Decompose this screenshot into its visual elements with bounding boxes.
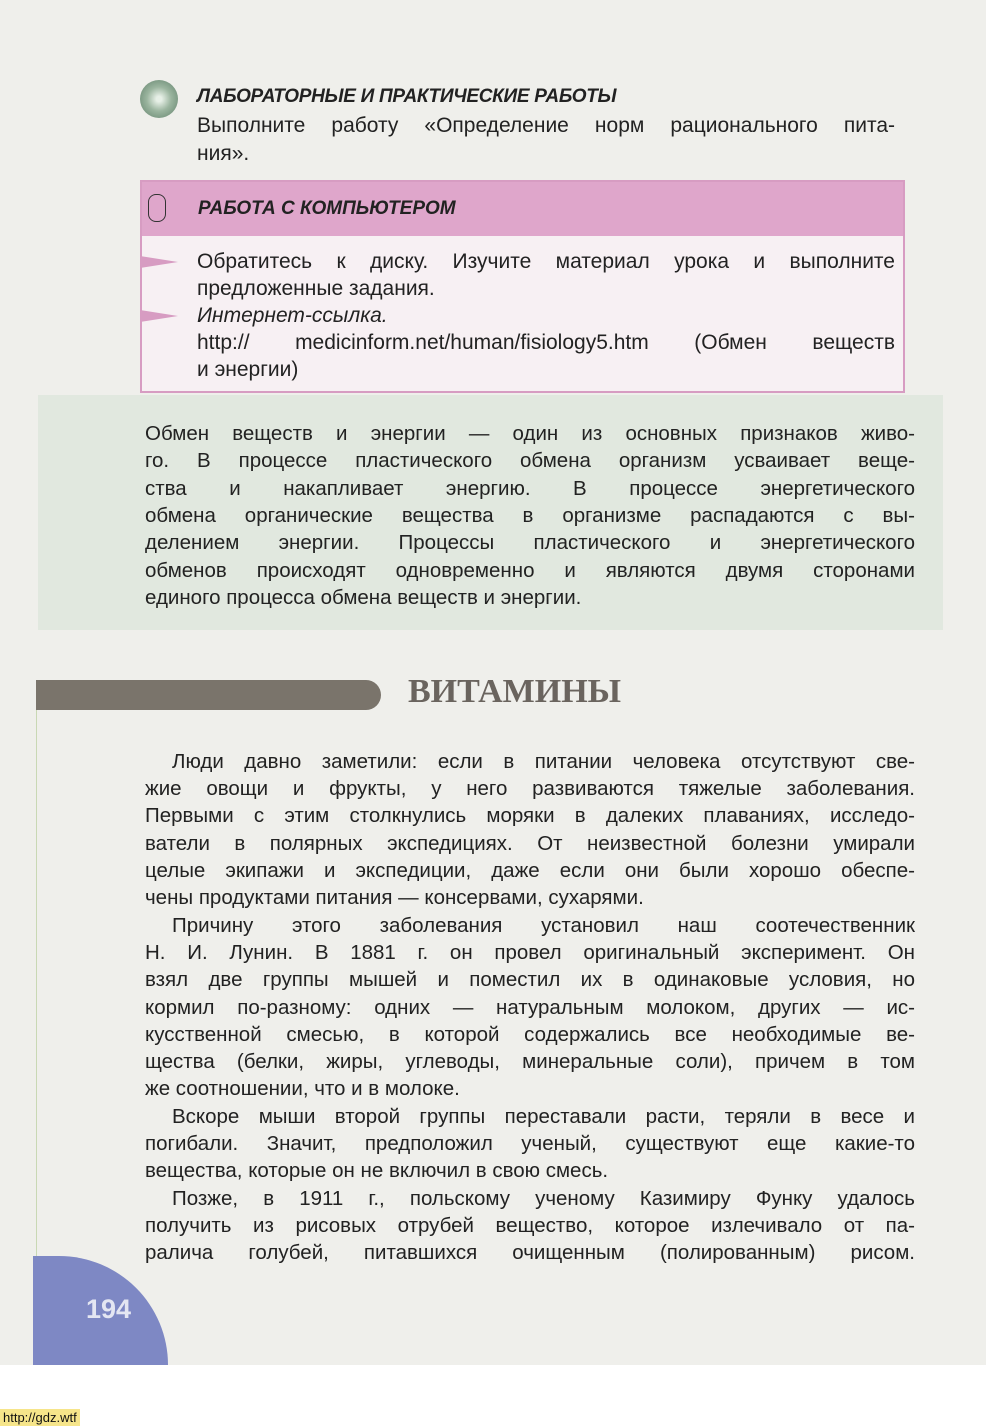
intro-line: обмена органические вещества в организме распадаются с вы- <box>145 504 915 527</box>
page-number: 194 <box>86 1294 132 1324</box>
intro-line: единого процесса обмена веществ и энергии. <box>145 586 582 609</box>
intro-line: Обмен веществ и энергии — один из основных признаков живо- <box>145 422 915 445</box>
computer-work-header <box>142 182 903 236</box>
body-line: кормил по-разному: одних — натуральным молоком, других — ис- <box>145 996 915 1019</box>
intro-line: обменов происходят одновременно и являются двумя сторонами <box>145 559 915 582</box>
body-line: Первыми с этим столкнулись моряки в далеких плаваниях, исследо- <box>145 804 915 827</box>
body-line: Вскоре мыши второй группы переставали расти, теряли в весе и <box>172 1105 915 1128</box>
body-line: Люди давно заметили: если в питании человека отсутствуют све- <box>172 750 915 773</box>
intro-line: делением энергии. Процессы пластического и энергетического <box>145 531 915 554</box>
section-heading-bar <box>36 680 381 710</box>
lab-works-title: ЛАБОРАТОРНЫЕ И ПРАКТИЧЕСКИЕ РАБОТЫ <box>197 86 617 107</box>
lab-text-line: ния». <box>197 142 250 165</box>
intro-line: го. В процессе пластического обмена организм усваивает веще- <box>145 449 915 472</box>
computer-task-line: предложенные задания. <box>197 277 435 300</box>
body-line: вещества, которые он не включил в свою смесь. <box>145 1159 609 1182</box>
intro-line: ства и накапливает энергию. В процессе энергетического <box>145 477 915 500</box>
computer-work-title: РАБОТА С КОМПЬЮТЕРОМ <box>198 198 456 219</box>
body-line: ралича голубей, питавшихся очищенным (полированным) рисом. <box>145 1241 915 1264</box>
internet-link[interactable]: http:// medicinform.net/human/fisiology5.htm (Обмен веществ <box>197 331 895 354</box>
body-line: кусственной смесью, в которой содержались все необходимые ве- <box>145 1023 915 1046</box>
body-line: же соотношении, что и в молоке. <box>145 1077 460 1100</box>
body-line: получить из рисовых отрубей вещество, которое излечивало от па- <box>145 1214 915 1237</box>
body-line: ватели в полярных экспедициях. От неизвестной болезни умирали <box>145 832 915 855</box>
bullet-arrow-icon <box>140 310 178 322</box>
section-title: ВИТАМИНЫ <box>408 673 622 710</box>
body-line: Позже, в 1911 г., польскому ученому Казимиру Функу удалось <box>172 1187 915 1210</box>
watermark-link[interactable]: http://gdz.wtf <box>0 1409 80 1426</box>
body-line: чены продуктами питания — консервами, сухарями. <box>145 886 644 909</box>
margin-rule <box>36 700 37 1300</box>
internet-link-caption: и энергии) <box>197 358 299 381</box>
internet-link-label: Интернет-ссылка. <box>197 304 388 327</box>
body-line: взял две группы мышей и поместил их в одинаковые условия, но <box>145 968 915 991</box>
body-line: жие овощи и фрукты, у него развиваются тяжелые заболевания. <box>145 777 915 800</box>
body-line: Причину этого заболевания установил наш соотечественник <box>172 914 915 937</box>
body-line: погибали. Значит, предположил ученый, существуют еще какие-то <box>145 1132 915 1155</box>
body-line: Н. И. Лунин. В 1881 г. он провел оригинальный эксперимент. Он <box>145 941 915 964</box>
lab-text-line: Выполните работу «Определение норм рационального пита- <box>197 114 895 137</box>
lab-works-icon <box>140 80 178 118</box>
bullet-arrow-icon <box>140 256 178 268</box>
computer-mouse-icon <box>148 194 166 222</box>
computer-task-line: Обратитесь к диску. Изучите материал урока и выполните <box>197 250 895 273</box>
body-line: щества (белки, жиры, углеводы, минеральные соли), причем в том <box>145 1050 915 1073</box>
body-line: целые экипажи и экспедиции, даже если они были хорошо обеспе- <box>145 859 915 882</box>
